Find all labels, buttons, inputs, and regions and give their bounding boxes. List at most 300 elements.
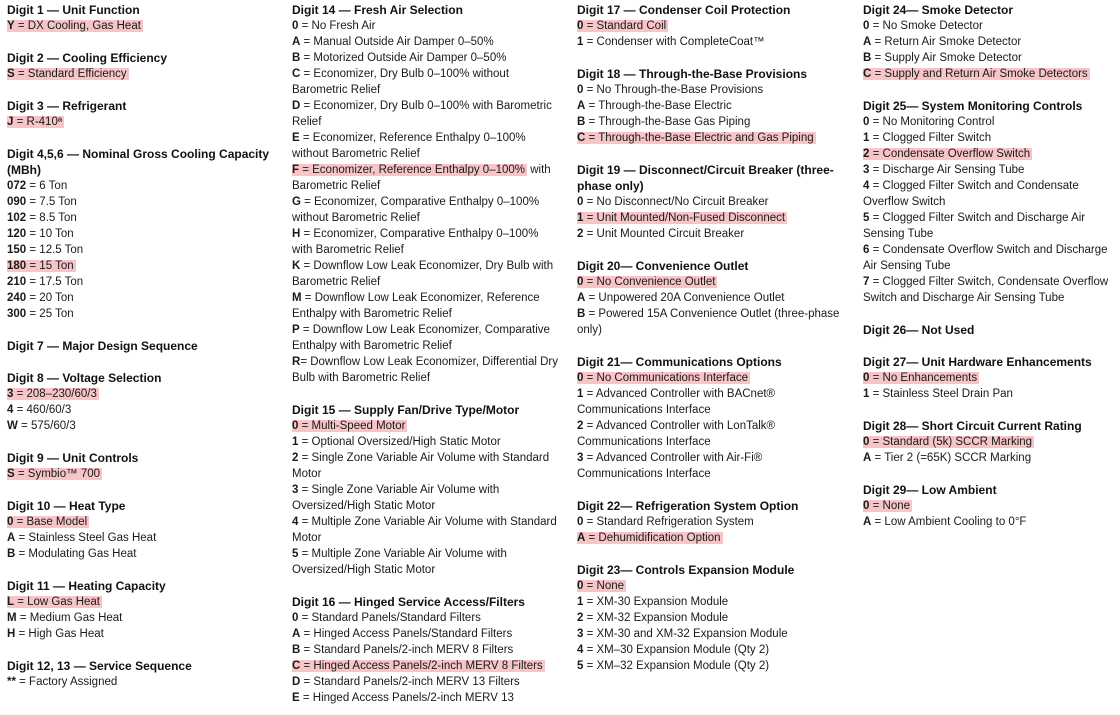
option-row	[577, 418, 847, 450]
option-description: = Single Zone Variable Air Volume with Oversized/High Static Motor	[292, 484, 500, 512]
section-title: Digit 15 — Supply Fan/Drive Type/Motor	[292, 403, 520, 417]
digit-section	[577, 258, 847, 338]
option-description: = Condensate Overflow Switch and Discharge Air Sensing Tube	[863, 244, 1108, 272]
option-code: 4	[292, 516, 299, 528]
option-description: = Downflow Low Leak Economizer, Dry Bulb with Barometric Relief	[292, 260, 554, 288]
option-code: B	[7, 548, 16, 560]
option-description: = Unit Mounted Circuit Breaker	[583, 228, 745, 240]
option-code: 0	[292, 420, 299, 432]
option-code: 4	[863, 180, 870, 192]
option-code: A	[577, 100, 586, 112]
option-row	[7, 306, 277, 322]
column-4	[863, 2, 1115, 546]
digit-section	[292, 402, 560, 578]
option-row	[292, 546, 560, 578]
option-row	[863, 242, 1115, 274]
option-code: 3	[863, 164, 870, 176]
option-code: 300	[7, 308, 27, 320]
section-title: Digit 10 — Heat Type	[7, 499, 126, 513]
option-row-selected	[577, 130, 847, 146]
section-title: Digit 26— Not Used	[863, 323, 975, 337]
option-description: = Discharge Air Sensing Tube	[869, 164, 1025, 176]
option-description: = Stainless Steel Gas Heat	[15, 532, 157, 544]
option-description: = Supply Air Smoke Detector	[871, 52, 1022, 64]
option-row-selected	[7, 66, 277, 82]
option-description: = 20 Ton	[26, 292, 74, 304]
option-description: = DX Cooling, Gas Heat	[14, 20, 141, 32]
option-description: = Advanced Controller with Air-Fi® Communications Interface	[577, 452, 763, 480]
option-code: 0	[577, 196, 584, 208]
option-description: = Clogged Filter Switch, Condensate Overflow Switch and Discharge Air Sensing Tube	[863, 276, 1109, 304]
option-row	[7, 402, 277, 418]
option-code: A	[863, 516, 872, 528]
section-title: Digit 20— Convenience Outlet	[577, 259, 749, 273]
option-code: 0	[577, 580, 584, 592]
option-row	[292, 194, 560, 226]
option-description: = 6 Ton	[26, 180, 68, 192]
option-row	[577, 98, 847, 114]
option-code: L	[7, 596, 15, 608]
option-code: K	[292, 260, 301, 272]
option-code: J	[7, 116, 14, 128]
option-row-selected	[292, 418, 560, 434]
option-description: = Hinged Access Panels/2-inch MERV 8 Filters	[300, 660, 543, 672]
selected-highlight	[7, 20, 143, 32]
option-description: = Standard Coil	[583, 20, 667, 32]
digit-section	[7, 338, 277, 354]
option-description: = Clogged Filter Switch and Condensate Overflow Switch	[863, 180, 1079, 208]
option-row	[863, 450, 1115, 466]
option-description: = Standard Refrigeration System	[583, 516, 754, 528]
digit-section	[292, 2, 560, 386]
option-code: 3	[7, 388, 14, 400]
option-row-selected	[863, 370, 1115, 386]
option-description: = Downflow Low Leak Economizer, Comparative Enthalpy with Barometric Relief	[292, 324, 550, 352]
selected-highlight	[577, 212, 787, 224]
option-row	[7, 546, 277, 562]
digit-section	[577, 354, 847, 482]
option-code: A	[577, 292, 586, 304]
option-description: = 12.5 Ton	[26, 244, 84, 256]
option-description: = Economizer, Reference Enthalpy 0–100% without Barometric Relief	[292, 132, 526, 160]
option-row	[292, 258, 560, 290]
selected-highlight	[7, 516, 89, 528]
digit-section	[863, 354, 1115, 402]
option-row	[7, 242, 277, 258]
option-row	[292, 610, 560, 626]
option-row	[292, 450, 560, 482]
option-description: = Through-the-Base Electric and Gas Piping	[585, 132, 814, 144]
option-description: = None	[583, 580, 625, 592]
option-code: 0	[863, 500, 870, 512]
option-row	[292, 642, 560, 658]
option-row	[577, 514, 847, 530]
option-code: D	[292, 100, 301, 112]
selected-highlight	[7, 116, 64, 128]
option-code: 3	[292, 484, 299, 496]
option-row	[577, 386, 847, 418]
option-description: = Unpowered 20A Convenience Outlet	[585, 292, 785, 304]
option-row	[7, 274, 277, 290]
option-description: = Economizer, Dry Bulb 0–100% with Barometric Relief	[292, 100, 552, 128]
option-code: 5	[863, 212, 870, 224]
option-row-selected	[863, 434, 1115, 450]
option-row-selected	[863, 498, 1115, 514]
option-code: A	[292, 628, 301, 640]
section-title: Digit 22— Refrigeration System Option	[577, 499, 799, 513]
selected-highlight	[7, 68, 129, 80]
option-code: E	[292, 132, 300, 144]
option-row-selected	[577, 210, 847, 226]
option-description: = Multi-Speed Motor	[298, 420, 406, 432]
option-description: = Single Zone Variable Air Volume with Standard Motor	[292, 452, 550, 480]
digit-section	[863, 98, 1115, 306]
option-code: Y	[7, 20, 15, 32]
option-row	[292, 434, 560, 450]
selected-highlight	[7, 596, 102, 608]
option-row	[577, 626, 847, 642]
option-description: = XM-32 Expansion Module	[583, 612, 729, 624]
option-row	[292, 482, 560, 514]
section-title: Digit 14 — Fresh Air Selection	[292, 3, 463, 17]
section-title: Digit 21— Communications Options	[577, 355, 782, 369]
option-code: A	[863, 452, 872, 464]
option-description: = 575/60/3	[17, 420, 76, 432]
digit-section	[577, 162, 847, 242]
option-row	[863, 386, 1115, 402]
option-description: = XM-30 and XM-32 Expansion Module	[583, 628, 788, 640]
option-description: = XM–30 Expansion Module (Qty 2)	[583, 644, 770, 656]
option-description: = Low Gas Heat	[14, 596, 101, 608]
option-code: 0	[577, 276, 584, 288]
option-description: = Standard Panels/2-inch MERV 13 Filters	[300, 676, 520, 688]
option-row	[292, 674, 560, 690]
option-code: 0	[577, 516, 584, 528]
option-description: = Base Model	[13, 516, 88, 528]
option-code: 6	[863, 244, 870, 256]
section-title: Digit 11 — Heating Capacity	[7, 579, 166, 593]
selected-highlight	[577, 132, 816, 144]
option-description: = Multiple Zone Variable Air Volume with Standard Motor	[292, 516, 557, 544]
section-title: Digit 25— System Monitoring Controls	[863, 99, 1083, 113]
option-description: = Standard (5k) SCCR Marking	[869, 436, 1033, 448]
option-description: = Factory Assigned	[15, 676, 118, 688]
option-code: 3	[577, 452, 584, 464]
option-description: = 15 Ton	[26, 260, 74, 272]
option-code: 0	[292, 612, 299, 624]
option-row	[863, 114, 1115, 130]
option-row-selected	[7, 258, 277, 274]
option-row	[577, 642, 847, 658]
option-code: 0	[863, 20, 870, 32]
option-row	[292, 354, 560, 386]
digit-section	[577, 498, 847, 546]
selected-highlight	[863, 500, 912, 512]
option-description: = Clogged Filter Switch and Discharge Air Sensing Tube	[863, 212, 1086, 240]
digit-section	[7, 98, 277, 130]
option-description: = 7.5 Ton	[26, 196, 77, 208]
option-row-selected	[863, 66, 1115, 82]
selected-highlight	[7, 388, 99, 400]
selected-highlight	[292, 164, 527, 176]
option-row	[7, 626, 277, 642]
digit-section	[7, 370, 277, 434]
option-description: = Motorized Outside Air Damper 0–50%	[300, 52, 507, 64]
section-title: Digit 9 — Unit Controls	[7, 451, 139, 465]
option-description: = Hinged Access Panels/2-inch MERV 13	[299, 692, 514, 704]
option-code: A	[863, 36, 872, 48]
option-row	[292, 66, 560, 98]
option-row	[7, 530, 277, 546]
selected-highlight	[577, 580, 626, 592]
digit-section	[7, 658, 277, 690]
option-code: 0	[577, 20, 584, 32]
option-code: M	[7, 612, 17, 624]
option-row	[292, 226, 560, 258]
option-row	[577, 194, 847, 210]
option-code: 210	[7, 276, 27, 288]
option-code: G	[292, 196, 301, 208]
option-code: 0	[863, 436, 870, 448]
option-row	[292, 18, 560, 34]
option-code: 1	[577, 212, 584, 224]
option-code: S	[7, 68, 15, 80]
option-row	[863, 210, 1115, 242]
option-description: = 208–230/60/3	[13, 388, 97, 400]
option-row	[292, 290, 560, 322]
option-row	[7, 674, 277, 690]
option-code: 7	[863, 276, 870, 288]
option-code: 2	[577, 612, 584, 624]
option-code: B	[577, 116, 586, 128]
column-1	[7, 2, 277, 706]
digit-section	[7, 50, 277, 82]
option-description: = Low Ambient Cooling to 0°F	[871, 516, 1027, 528]
option-code: C	[863, 68, 872, 80]
option-code: C	[292, 68, 301, 80]
option-description: = No Convenience Outlet	[583, 276, 716, 288]
option-description: = High Gas Heat	[15, 628, 104, 640]
option-description: = Manual Outside Air Damper 0–50%	[300, 36, 494, 48]
section-title: Digit 2 — Cooling Efficiency	[7, 51, 168, 65]
option-code: 2	[577, 228, 584, 240]
selected-highlight	[863, 68, 1090, 80]
section-title: Digit 28— Short Circuit Current Rating	[863, 419, 1082, 433]
selected-highlight	[863, 148, 1032, 160]
option-code: 0	[863, 372, 870, 384]
option-description: = Through-the-Base Gas Piping	[585, 116, 751, 128]
option-row-selected	[292, 658, 560, 674]
digit-section	[863, 2, 1115, 82]
option-row	[292, 98, 560, 130]
digit-section	[577, 562, 847, 674]
option-code: 150	[7, 244, 27, 256]
section-title: Digit 27— Unit Hardware Enhancements	[863, 355, 1092, 369]
option-description: = Modulating Gas Heat	[15, 548, 137, 560]
option-description: = R-410ª	[13, 116, 63, 128]
option-description: = Through-the-Base Electric	[585, 100, 732, 112]
option-row-selected	[7, 18, 277, 34]
option-description: = No Enhancements	[869, 372, 978, 384]
digit-section	[863, 418, 1115, 466]
option-description: = Economizer, Dry Bulb 0–100% without Barometric Relief	[292, 68, 510, 96]
option-description: = Downflow Low Leak Economizer, Reference Enthalpy with Barometric Relief	[292, 292, 540, 320]
option-description: = Advanced Controller with BACnet® Communications Interface	[577, 388, 776, 416]
option-description: = Standard Efficiency	[14, 68, 127, 80]
option-row	[7, 610, 277, 626]
option-row	[863, 162, 1115, 178]
option-description: = Dehumidification Option	[585, 532, 721, 544]
option-code: F	[292, 164, 300, 176]
option-row-selected	[577, 370, 847, 386]
option-code: B	[292, 644, 301, 656]
option-code: 1	[577, 388, 584, 400]
option-code: 0	[863, 116, 870, 128]
section-title: Digit 3 — Refrigerant	[7, 99, 127, 113]
selected-highlight	[863, 436, 1034, 448]
selected-highlight	[577, 276, 717, 288]
option-code: 0	[292, 20, 299, 32]
option-description: = Return Air Smoke Detector	[871, 36, 1022, 48]
selected-highlight	[577, 20, 668, 32]
option-code: 2	[577, 420, 584, 432]
section-title: Digit 4,5,6 — Nominal Gross Cooling Capacity (MBh)	[7, 147, 270, 177]
digit-section	[7, 578, 277, 642]
option-code: 5	[577, 660, 584, 672]
column-3	[577, 2, 847, 690]
option-row	[292, 130, 560, 162]
option-code: 2	[292, 452, 299, 464]
option-row	[577, 114, 847, 130]
digit-section	[7, 498, 277, 562]
option-code: B	[292, 52, 301, 64]
option-description: = Condenser with CompleteCoat™	[583, 36, 765, 48]
section-title: Digit 7 — Major Design Sequence	[7, 339, 198, 353]
option-description: = Powered 15A Convenience Outlet (three-phase only)	[577, 308, 840, 336]
option-row	[863, 514, 1115, 530]
option-row	[292, 514, 560, 546]
option-code: 4	[7, 404, 14, 416]
option-code: 102	[7, 212, 27, 224]
option-code: 240	[7, 292, 27, 304]
section-title: Digit 8 — Voltage Selection	[7, 371, 162, 385]
option-row	[577, 226, 847, 242]
option-row	[577, 594, 847, 610]
option-row-selected	[577, 274, 847, 290]
option-code: B	[577, 308, 586, 320]
option-description: = Standard Panels/2-inch MERV 8 Filters	[300, 644, 514, 656]
section-title: Digit 18 — Through-the-Base Provisions	[577, 67, 808, 81]
option-code: A	[292, 36, 301, 48]
option-row-selected	[292, 162, 560, 194]
option-row	[577, 610, 847, 626]
selected-highlight	[577, 532, 723, 544]
option-description: = Advanced Controller with LonTalk® Communications Interface	[577, 420, 776, 448]
option-row	[863, 18, 1115, 34]
option-description: = Medium Gas Heat	[16, 612, 123, 624]
option-row-selected	[577, 530, 847, 546]
option-code: W	[7, 420, 18, 432]
section-title: Digit 17 — Condenser Coil Protection	[577, 3, 791, 17]
option-description: = No Monitoring Control	[869, 116, 995, 128]
option-description-continued: with Barometric Relief	[292, 164, 551, 192]
option-code: 072	[7, 180, 27, 192]
option-description: = No Disconnect/No Circuit Breaker	[583, 196, 769, 208]
option-code: C	[577, 132, 586, 144]
option-code: S	[7, 468, 15, 480]
option-row	[863, 50, 1115, 66]
option-code: P	[292, 324, 300, 336]
option-row-selected	[863, 146, 1115, 162]
option-row	[577, 82, 847, 98]
option-code: 1	[863, 132, 870, 144]
option-row	[577, 450, 847, 482]
option-row	[292, 322, 560, 354]
option-code: 1	[863, 388, 870, 400]
option-row	[577, 658, 847, 674]
option-code: 0	[577, 84, 584, 96]
option-description: = 460/60/3	[13, 404, 72, 416]
digit-section	[863, 322, 1115, 338]
option-row-selected	[7, 514, 277, 530]
option-row	[863, 178, 1115, 210]
option-row	[577, 290, 847, 306]
section-title: Digit 24— Smoke Detector	[863, 3, 1014, 17]
digit-section	[7, 2, 277, 34]
option-code: M	[292, 292, 302, 304]
option-row	[863, 130, 1115, 146]
digit-section	[7, 146, 277, 322]
option-description: = Downflow Low Leak Economizer, Differential Dry Bulb with Barometric Relief	[292, 356, 559, 384]
section-title: Digit 19 — Disconnect/Circuit Breaker (three-phase only)	[577, 163, 834, 193]
option-description: = Clogged Filter Switch	[869, 132, 992, 144]
option-description: = Condensate Overflow Switch	[869, 148, 1031, 160]
section-title: Digit 1 — Unit Function	[7, 3, 140, 17]
option-row	[577, 34, 847, 50]
option-code: 5	[292, 548, 299, 560]
option-code: H	[292, 228, 301, 240]
option-description: = 17.5 Ton	[26, 276, 84, 288]
selected-highlight	[292, 420, 407, 432]
option-code: 1	[292, 436, 299, 448]
option-description: = No Communications Interface	[583, 372, 748, 384]
option-code: 180	[7, 260, 27, 272]
option-description: = Multiple Zone Variable Air Volume with Oversized/High Static Motor	[292, 548, 507, 576]
digit-section	[577, 66, 847, 146]
option-row	[7, 210, 277, 226]
option-code: 1	[577, 36, 584, 48]
digit-section	[292, 594, 560, 706]
option-description: = 10 Ton	[26, 228, 74, 240]
selected-highlight	[7, 260, 76, 272]
option-description: = Optional Oversized/High Static Motor	[298, 436, 501, 448]
option-row	[7, 418, 277, 434]
option-code: 090	[7, 196, 27, 208]
option-code: E	[292, 692, 300, 704]
option-description: = Unit Mounted/Non-Fused Disconnect	[583, 212, 786, 224]
option-row-selected	[577, 578, 847, 594]
digit-section	[577, 2, 847, 50]
option-code: **	[7, 676, 16, 688]
option-description: = Tier 2 (=65K) SCCR Marking	[871, 452, 1032, 464]
option-row	[292, 626, 560, 642]
selected-highlight	[7, 468, 102, 480]
option-row	[863, 274, 1115, 306]
option-description: = Stainless Steel Drain Pan	[869, 388, 1013, 400]
option-row	[7, 194, 277, 210]
option-row	[292, 50, 560, 66]
option-code: 1	[577, 596, 584, 608]
